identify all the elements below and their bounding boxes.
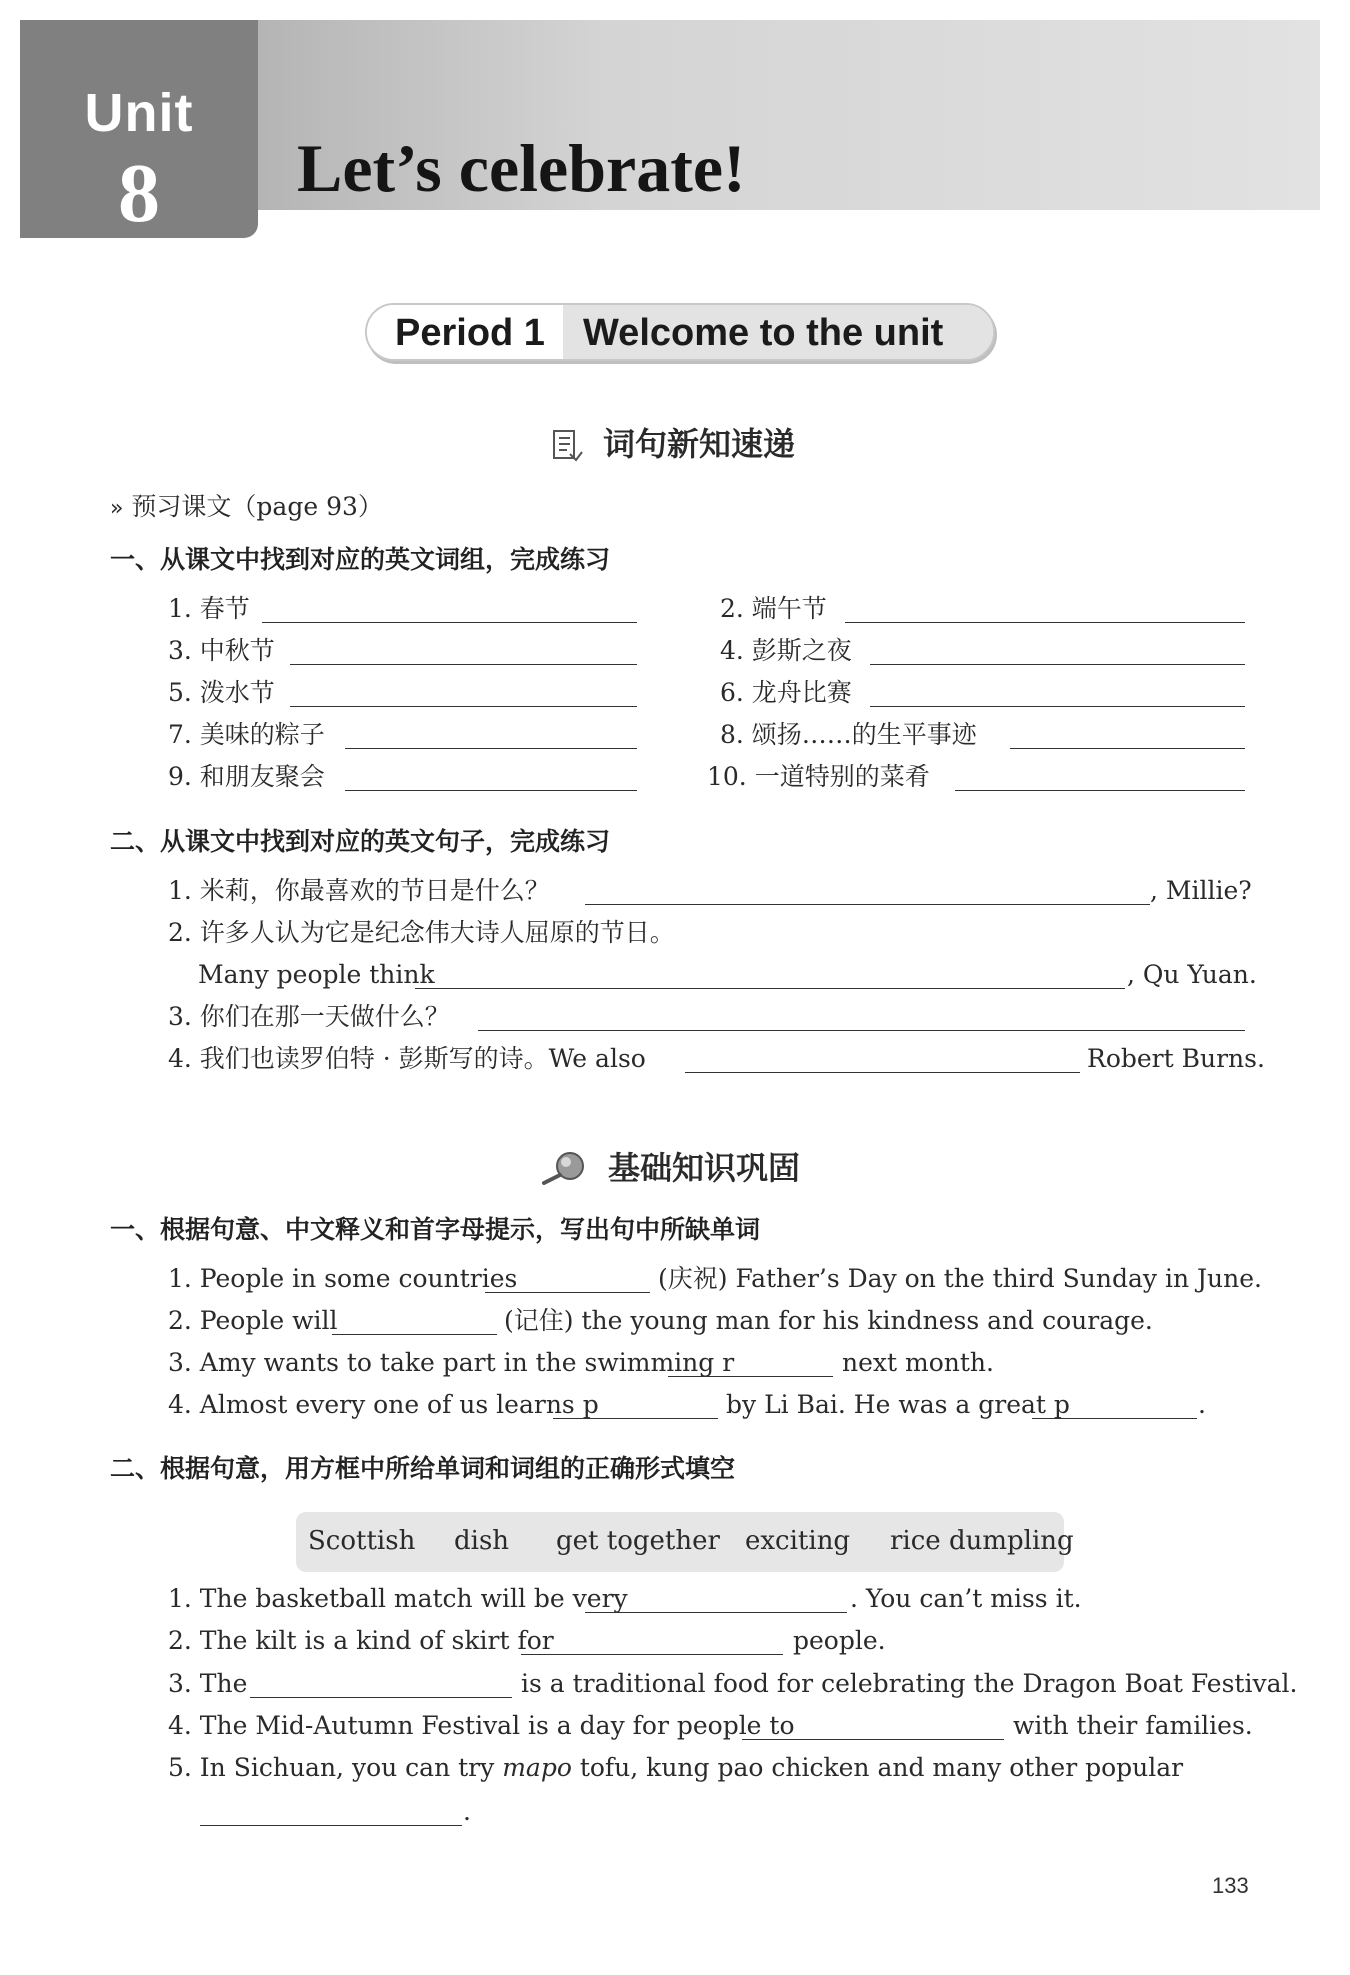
word-box-item: get together: [556, 1526, 720, 1556]
word-box-item: exciting: [745, 1526, 851, 1556]
double-chevron-icon: »: [110, 496, 124, 521]
list-item: 1. 春节: [168, 594, 250, 623]
question-text: (庆祝) Father’s Day on the third Sunday in June.: [658, 1264, 1262, 1293]
answer-blank[interactable]: [1010, 748, 1245, 749]
list-item: 10. 一道特别的菜肴: [707, 762, 930, 791]
question-text: with their families.: [1013, 1711, 1253, 1740]
answer-blank[interactable]: [685, 1072, 1080, 1073]
list-item: 7. 美味的粽子: [168, 720, 325, 749]
question-suffix: Robert Burns.: [1087, 1044, 1265, 1073]
question-text: 3. 你们在那一天做什么？: [168, 1002, 450, 1031]
answer-blank[interactable]: [845, 622, 1245, 623]
question-suffix: .: [1198, 1390, 1206, 1419]
list-item: 8. 颂扬……的生平事迹: [720, 720, 977, 749]
question-text: 4. Almost every one of us learns p: [168, 1390, 599, 1419]
question-suffix: .: [463, 1797, 471, 1826]
question-text: 3. The: [168, 1669, 248, 1698]
question-text: Many people think: [198, 960, 435, 989]
question-text: (记住) the young man for his kindness and courage.: [504, 1306, 1153, 1335]
answer-blank[interactable]: [870, 706, 1245, 707]
question-suffix: , Millie?: [1150, 876, 1252, 905]
unit-title: Let’s celebrate!: [297, 130, 746, 206]
unit-number: 8: [118, 147, 160, 240]
answer-blank[interactable]: [521, 1654, 783, 1655]
section-heading-new-words: 词句新知速递: [603, 425, 796, 463]
answer-blank[interactable]: [290, 706, 637, 707]
list-item: 5. 泼水节: [168, 678, 275, 707]
italic-term: mapo: [502, 1753, 572, 1782]
answer-blank[interactable]: [870, 664, 1245, 665]
answer-blank[interactable]: [332, 1334, 497, 1335]
answer-blank[interactable]: [415, 988, 1125, 989]
question-text: 2. People will: [168, 1306, 338, 1335]
question-text: next month.: [842, 1348, 994, 1377]
answer-blank[interactable]: [553, 1418, 718, 1419]
answer-blank[interactable]: [262, 622, 637, 623]
part-heading: 一、根据句意、中文释义和首字母提示，写出句中所缺单词: [110, 1215, 761, 1244]
list-item: 9. 和朋友聚会: [168, 762, 325, 791]
answer-blank[interactable]: [585, 1612, 847, 1613]
unit-label: Unit: [84, 83, 194, 143]
word-box-item: rice dumpling: [890, 1526, 1074, 1556]
answer-blank[interactable]: [345, 748, 637, 749]
question-text: people.: [793, 1626, 886, 1655]
magnifier-icon: [540, 1150, 588, 1186]
list-item: 2. 端午节: [720, 594, 827, 623]
question-text: 3. Amy wants to take part in the swimming r: [168, 1348, 735, 1377]
question-suffix: , Qu Yuan.: [1127, 960, 1257, 989]
question-text: 1. People in some countries: [168, 1264, 518, 1293]
period-title: Welcome to the unit: [583, 312, 944, 354]
list-item: 4. 彭斯之夜: [720, 636, 852, 665]
period-banner: [365, 303, 995, 361]
question-text: is a traditional food for celebrating the Dragon Boat Festival.: [521, 1669, 1298, 1698]
question-text: . You can’t miss it.: [850, 1584, 1082, 1613]
question-text: 2. 许多人认为它是纪念伟大诗人屈原的节日。: [168, 918, 675, 947]
answer-blank[interactable]: [200, 1825, 462, 1826]
question-text: 5. In Sichuan, you can try mapo tofu, kung pao chicken and many other popular: [168, 1753, 1184, 1782]
answer-blank[interactable]: [668, 1376, 833, 1377]
notes-icon: [550, 428, 584, 464]
list-item: 3. 中秋节: [168, 636, 275, 665]
preview-note: » 预习课文（page 93）: [110, 492, 383, 521]
answer-blank[interactable]: [290, 664, 637, 665]
answer-blank[interactable]: [742, 1739, 1004, 1740]
question-text: 1. 米莉，你最喜欢的节日是什么？: [168, 876, 550, 905]
unit-badge: [20, 20, 258, 238]
part-heading: 二、从课文中找到对应的英文句子，完成练习: [110, 827, 611, 856]
question-text: 4. The Mid-Autumn Festival is a day for people to: [168, 1711, 795, 1740]
part-heading: 二、根据句意，用方框中所给单词和词组的正确形式填空: [110, 1454, 736, 1483]
list-item: 6. 龙舟比赛: [720, 678, 852, 707]
period-number: Period 1: [395, 312, 545, 354]
answer-blank[interactable]: [485, 1292, 650, 1293]
word-box-item: dish: [454, 1526, 510, 1556]
question-text: 4. 我们也读罗伯特 · 彭斯写的诗。We also: [168, 1044, 646, 1073]
question-text: by Li Bai. He was a great p: [726, 1390, 1070, 1419]
answer-blank[interactable]: [345, 790, 637, 791]
answer-blank[interactable]: [585, 904, 1150, 905]
question-text: 2. The kilt is a kind of skirt for: [168, 1626, 554, 1655]
page-number: 133: [1212, 1873, 1249, 1898]
answer-blank[interactable]: [955, 790, 1245, 791]
answer-blank[interactable]: [250, 1697, 512, 1698]
answer-blank[interactable]: [1032, 1418, 1197, 1419]
question-text: 1. The basketball match will be very: [168, 1584, 628, 1613]
word-box-item: Scottish: [308, 1526, 416, 1556]
part-heading: 一、从课文中找到对应的英文词组，完成练习: [110, 545, 611, 574]
answer-blank[interactable]: [478, 1030, 1245, 1031]
section-heading-basics: 基础知识巩固: [608, 1149, 801, 1187]
